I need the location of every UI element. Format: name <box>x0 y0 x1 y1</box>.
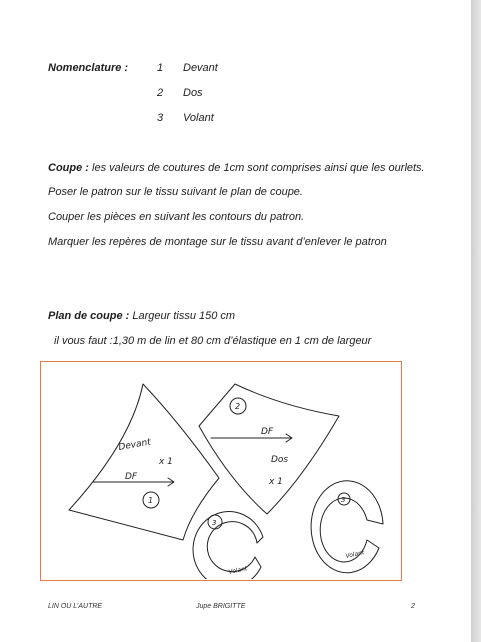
nomenclature-num-3: 3 <box>157 112 164 124</box>
dos-df-label: DF <box>261 427 274 437</box>
dos-piece-outline <box>199 384 339 514</box>
cutting-plan-sketch <box>41 362 400 579</box>
dos-count: x 1 <box>269 477 283 487</box>
coupe-line-1-text: les valeurs de coutures de 1cm sont comprises ainsi que les ourlets. <box>88 162 425 174</box>
volant-left-number: 3 <box>212 519 217 527</box>
volant-right-label: Volant <box>344 549 365 560</box>
devant-number: 1 <box>148 496 154 505</box>
devant-df-label: DF <box>125 472 138 482</box>
page-edge-shadow <box>471 0 481 642</box>
coupe-line-3: Couper les pièces en suivant les contours du patron. <box>48 211 305 223</box>
devant-label: Devant <box>117 437 152 453</box>
coupe-line-4: Marquer les repères de montage sur le tissu avant d’enlever le patron <box>48 236 387 248</box>
coupe-label: Coupe : <box>48 162 89 174</box>
coupe-line-1 <box>48 162 425 174</box>
dos-grain-arrow <box>211 434 292 442</box>
nomenclature-num-2: 2 <box>157 87 164 99</box>
devant-count: x 1 <box>159 457 173 467</box>
footer-page-number: 2 <box>411 603 415 610</box>
footer-left: LIN OU L’AUTRE <box>48 603 103 610</box>
nomenclature-label: Nomenclature : <box>48 62 129 74</box>
coupe-line-2: Poser le patron sur le tissu suivant le plan de coupe. <box>48 186 303 198</box>
nomenclature-name-1: Devant <box>183 62 218 74</box>
plan-label: Plan de coupe : <box>48 310 130 322</box>
volant-left-label: Volant <box>227 565 248 576</box>
plan-line-1 <box>48 310 235 322</box>
dos-label: Dos <box>271 455 289 465</box>
footer-center: Jupe BRIGITTE <box>196 603 246 610</box>
volant-right-number: 3 <box>341 496 346 504</box>
cutting-plan-frame <box>40 361 402 581</box>
devant-piece-outline <box>69 384 219 540</box>
dos-number: 2 <box>235 402 241 411</box>
nomenclature-name-3: Volant <box>183 112 214 124</box>
nomenclature-name-2: Dos <box>183 87 203 99</box>
plan-line-1-text: Largeur tissu 150 cm <box>129 310 236 322</box>
plan-line-2: il vous faut :1,30 m de lin et 80 cm d’élastique en 1 cm de largeur <box>54 335 372 347</box>
nomenclature-num-1: 1 <box>157 62 164 74</box>
